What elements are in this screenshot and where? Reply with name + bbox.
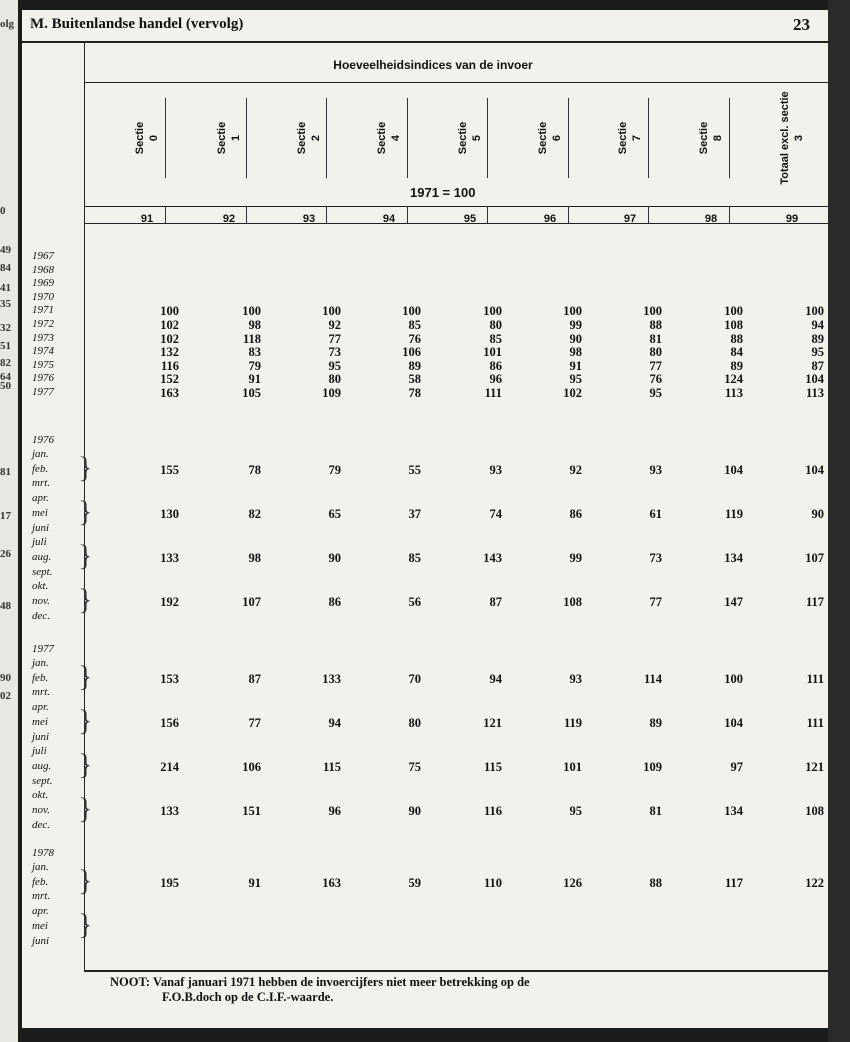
quarter-brace: } [78,748,93,782]
table-cell: 100 [805,304,824,319]
table-cell: 147 [724,595,743,610]
table-cell: 100 [322,304,341,319]
column-header [450,98,490,178]
year-label: 1968 [32,263,54,276]
footnote-line-1: Vanaf januari 1971 hebben de invoercijfers niet meer betrekking op de [152,975,530,989]
table-cell: 86 [489,358,502,373]
table-cell: 91 [248,372,261,387]
table-cell: 104 [724,716,743,731]
year-label: 1969 [32,277,54,290]
column-header-text [536,122,564,154]
table-cell: 88 [730,331,743,346]
table-cell: 93 [569,672,582,687]
table-cell: 192 [160,595,179,610]
column-header-word: Sectie [216,121,228,155]
table-cell: 143 [483,551,502,566]
code-divider [407,207,408,223]
month-label: jan. [32,448,49,460]
table-cell: 59 [408,876,421,891]
column-header-number: 4 [390,134,402,142]
month-label: dec. [32,818,51,831]
table-cell: 73 [649,551,662,566]
table-cell: 94 [328,716,341,731]
table-cell: 87 [248,672,261,687]
column-header-text [456,122,484,154]
previous-page-fragment: 02 [0,690,11,702]
table-cell: 76 [408,331,421,346]
quarter-brace: } [78,864,93,898]
month-label: mei [32,919,48,932]
table-cell: 58 [408,372,421,387]
table-cell: 101 [483,345,502,360]
month-label: juli [32,745,47,758]
table-cell: 153 [160,672,179,687]
table-cell: 91 [248,876,261,891]
table-cell: 90 [328,551,341,566]
table-cell: 79 [328,463,341,478]
table-cell: 106 [402,345,421,360]
month-label: aug. [32,759,52,772]
previous-page-fragment: 26 [0,548,11,560]
table-cell: 109 [643,760,662,775]
table-cell: 78 [248,463,261,478]
table-cell: 87 [811,358,824,373]
table-cell: 89 [649,716,662,731]
column-divider [568,98,569,178]
month-label: apr. [32,905,49,918]
table-cell: 121 [483,716,502,731]
column-divider [246,98,247,178]
previous-page-fragment: 64 [0,371,11,383]
table-cell: 98 [569,345,582,360]
column-divider [165,98,166,178]
group-heading: Hoeveelheidsindices van de invoer [333,58,533,72]
table-cell: 37 [408,507,421,522]
table-cell: 95 [569,804,582,819]
footnote-line-2: F.O.B.doch op de C.I.F.-waarde. [162,990,334,1004]
month-label: feb. [32,875,49,888]
table-cell: 55 [408,463,421,478]
table-cell: 65 [328,507,341,522]
table-cell: 73 [328,345,341,360]
table-cell: 92 [569,463,582,478]
table-cell: 85 [489,331,502,346]
table-cell: 152 [160,372,179,387]
table-cell: 126 [563,876,582,891]
column-header-number: 1 [230,134,242,142]
quarter-brace: } [78,451,93,485]
table-cell: 86 [328,595,341,610]
month-label: mrt. [32,686,51,699]
column-divider [648,98,649,178]
column-code: 98 [704,213,718,225]
table-cell: 70 [408,672,421,687]
table-cell: 81 [649,331,662,346]
month-label: mrt. [32,890,51,903]
table-cell: 95 [649,386,662,400]
table-cell: 104 [805,372,824,387]
table-cell: 100 [724,672,743,687]
table-cell: 77 [248,716,261,731]
footnote [110,975,750,1005]
table-cell: 96 [489,372,502,387]
table-cell: 118 [242,331,261,346]
table-cell: 114 [643,672,662,687]
year-label: 1976 [32,434,54,446]
month-label: aug. [32,550,52,563]
month-label: jan. [32,861,49,873]
previous-page-fragment: 41 [0,282,11,294]
table-cell: 99 [569,318,582,332]
table-cell: 80 [328,372,341,387]
month-label: feb. [32,671,49,684]
table-cell: 108 [805,804,824,819]
month-label: mei [32,506,48,519]
table-cell: 77 [649,358,662,373]
page [22,10,828,1028]
table-cell: 95 [811,345,824,360]
table-cell: 151 [242,804,261,819]
month-label: dec. [32,609,51,622]
table-cell: 104 [805,463,824,478]
table-cell: 80 [649,345,662,360]
table-cell: 107 [805,551,824,566]
code-divider [729,207,730,223]
column-code: 91 [140,213,154,225]
table-cell: 108 [724,318,743,332]
previous-page-fragment: 90 [0,672,11,684]
column-header [369,98,409,178]
table-cell: 156 [160,716,179,731]
table-cell: 77 [328,331,341,346]
table-cell: 132 [160,345,179,360]
table-cell: 214 [160,760,179,775]
table-cell: 98 [248,551,261,566]
month-label: mrt. [32,477,51,490]
table-cell: 100 [160,304,179,319]
table-cell: 56 [408,595,421,610]
table-cell: 79 [248,358,261,373]
table-cell: 106 [242,760,261,775]
table-cell: 110 [483,876,502,891]
previous-page-fragment: olg [0,18,15,30]
column-header-text [616,122,644,154]
code-divider [648,207,649,223]
previous-page-fragment: 0 [0,205,6,217]
table-cell: 100 [724,304,743,319]
column-header-text [215,122,243,154]
column-header-word: Sectie [376,121,388,155]
code-divider [568,207,569,223]
month-label: sept. [32,565,53,578]
column-code: 95 [463,213,477,225]
column-code: 92 [222,213,236,225]
column-header [772,91,812,185]
page-number: 23 [793,15,810,34]
previous-page-fragment: 32 [0,322,11,334]
table-cell: 93 [489,463,502,478]
table-cell: 74 [489,507,502,522]
table-cell: 89 [730,358,743,373]
previous-page-fragment: 81 [0,466,11,478]
column-header-word: Sectie [698,121,710,155]
month-label: sept. [32,774,53,787]
table-cell: 75 [408,760,421,775]
month-label: nov. [32,804,50,816]
code-divider [165,207,166,223]
quarter-brace: } [78,583,93,617]
column-header-number: 8 [712,134,724,142]
column-header-text [295,122,323,154]
table-cell: 80 [408,716,421,731]
table-cell: 89 [811,331,824,346]
table-cell: 107 [242,595,261,610]
page-title: M. Buitenlandse handel (vervolg) [30,16,244,32]
column-header-text [375,122,403,154]
table-cell: 83 [248,345,261,360]
table-cell: 105 [242,386,261,400]
column-header-number: 0 [148,134,160,142]
month-label: okt. [32,580,49,593]
column-header [530,98,570,178]
month-label: okt. [32,789,49,802]
table-cell: 133 [160,804,179,819]
table-cell: 102 [160,318,179,332]
bottom-rule [84,970,828,972]
year-label: 1971 [32,304,54,317]
table-cell: 89 [408,358,421,373]
table-cell: 104 [724,463,743,478]
table-cell: 99 [569,551,582,566]
footnote-prefix: NOOT: [110,975,151,989]
column-header-number: 3 [793,134,805,142]
column-header-text [778,91,806,184]
table-cell: 117 [724,876,743,891]
month-label: juni [32,730,50,743]
month-label: nov. [32,595,50,607]
table-cell: 122 [805,876,824,891]
table-cell: 84 [730,345,743,360]
table-cell: 108 [563,595,582,610]
base-year-label: 1971 = 100 [410,185,476,200]
column-code: 93 [302,213,316,225]
table-cell: 81 [649,804,662,819]
quarter-brace: } [78,660,93,694]
column-header-word: Sectie [296,121,308,155]
month-label: feb. [32,462,49,475]
table-cell: 95 [328,358,341,373]
table-cell: 86 [569,507,582,522]
table-cell: 76 [649,372,662,387]
table-cell: 133 [322,672,341,687]
year-label: 1967 [32,250,54,262]
quarter-brace: } [78,539,93,573]
table-cell: 100 [483,304,502,319]
table-cell: 85 [408,318,421,332]
table-cell: 130 [160,507,179,522]
table-cell: 88 [649,318,662,332]
month-label: jan. [32,657,49,669]
table-cell: 109 [322,386,341,400]
column-code: 99 [785,213,799,225]
table-cell: 97 [730,760,743,775]
code-divider [246,207,247,223]
month-label: juli [32,536,47,549]
column-code: 94 [382,213,396,225]
table-cell: 116 [483,804,502,819]
table-cell: 195 [160,876,179,891]
table-cell: 119 [563,716,582,731]
column-header-text [133,122,161,154]
year-label: 1974 [32,345,54,358]
column-divider [326,98,327,178]
column-header-text [697,122,725,154]
previous-page-fragment: 82 [0,357,11,369]
table-cell: 163 [160,386,179,400]
year-label: 1978 [32,847,54,859]
table-cell: 94 [811,318,824,332]
table-cell: 101 [563,760,582,775]
table-cell: 78 [408,386,421,400]
year-label: 1977 [32,386,54,398]
table-cell: 80 [489,318,502,332]
table-cell: 61 [649,507,662,522]
column-header-word: Sectie [537,121,549,155]
table-cell: 90 [811,507,824,522]
column-header-number: 2 [310,134,322,142]
previous-page-edge [0,0,18,1042]
year-label: 1970 [32,290,54,303]
year-label: 1976 [32,372,54,385]
table-cell: 111 [484,386,502,400]
code-divider [326,207,327,223]
table-cell: 92 [328,318,341,332]
previous-page-fragment: 84 [0,262,11,274]
quarter-brace: } [78,792,93,826]
table-cell: 115 [483,760,502,775]
year-label: 1972 [32,318,54,330]
previous-page-fragment: 49 [0,244,11,256]
table-cell: 113 [724,386,743,400]
table-cell: 134 [724,804,743,819]
column-code: 97 [623,213,637,225]
previous-page-fragment: 50 [0,380,11,392]
table-cell: 82 [248,507,261,522]
table-cell: 115 [322,760,341,775]
year-label: 1977 [32,643,54,655]
table-cell: 163 [322,876,341,891]
table-cell: 116 [160,358,179,373]
table-cell: 88 [649,876,662,891]
column-header [610,98,650,178]
column-header-word: Totaal excl. sectie [779,91,791,185]
year-label: 1973 [32,331,54,344]
table-cell: 133 [160,551,179,566]
month-label: juni [32,521,50,534]
top-rule [22,41,828,43]
previous-page-fragment: 17 [0,510,11,522]
column-header-word: Sectie [617,121,629,155]
column-divider [729,98,730,178]
column-header-word: Sectie [457,121,469,155]
previous-page-fragment: 48 [0,600,11,612]
table-cell: 98 [248,318,261,332]
code-divider [487,207,488,223]
table-cell: 93 [649,463,662,478]
table-cell: 111 [806,716,824,731]
column-header [209,98,249,178]
table-cell: 100 [643,304,662,319]
table-cell: 100 [242,304,261,319]
column-header [289,98,329,178]
table-cell: 113 [805,386,824,400]
table-cell: 100 [563,304,582,319]
month-label: apr. [32,701,49,714]
table-cell: 87 [489,595,502,610]
previous-page-fragment: 35 [0,298,11,310]
table-cell: 100 [402,304,421,319]
code-rule-top [84,206,828,207]
table-cell: 94 [489,672,502,687]
table-cell: 155 [160,463,179,478]
table-cell: 96 [328,804,341,819]
table-cell: 90 [408,804,421,819]
column-header [127,98,167,178]
table-cell: 124 [724,372,743,387]
column-divider [407,98,408,178]
column-header-number: 5 [471,134,483,142]
quarter-brace: } [78,704,93,738]
table-cell: 121 [805,760,824,775]
table-cell: 111 [806,672,824,687]
table-cell: 90 [569,331,582,346]
table-cell: 77 [649,595,662,610]
book-edge [828,0,850,1042]
quarter-brace: } [78,908,93,942]
column-header-word: Sectie [134,121,146,155]
table-cell: 85 [408,551,421,566]
heading-rule [84,82,828,83]
table-cell: 119 [724,507,743,522]
table-cell: 102 [563,386,582,400]
month-label: mei [32,715,48,728]
month-label: juni [32,934,50,947]
column-divider [487,98,488,178]
column-code: 96 [543,213,557,225]
column-header-number: 6 [551,134,563,142]
table-cell: 95 [569,372,582,387]
table-cell: 102 [160,331,179,346]
year-label: 1975 [32,358,54,371]
table-cell: 91 [569,358,582,373]
quarter-brace: } [78,495,93,529]
column-header-number: 7 [631,134,643,142]
table-cell: 134 [724,551,743,566]
table-cell: 117 [805,595,824,610]
month-label: apr. [32,492,49,505]
previous-page-fragment: 51 [0,340,11,352]
column-header [691,98,731,178]
